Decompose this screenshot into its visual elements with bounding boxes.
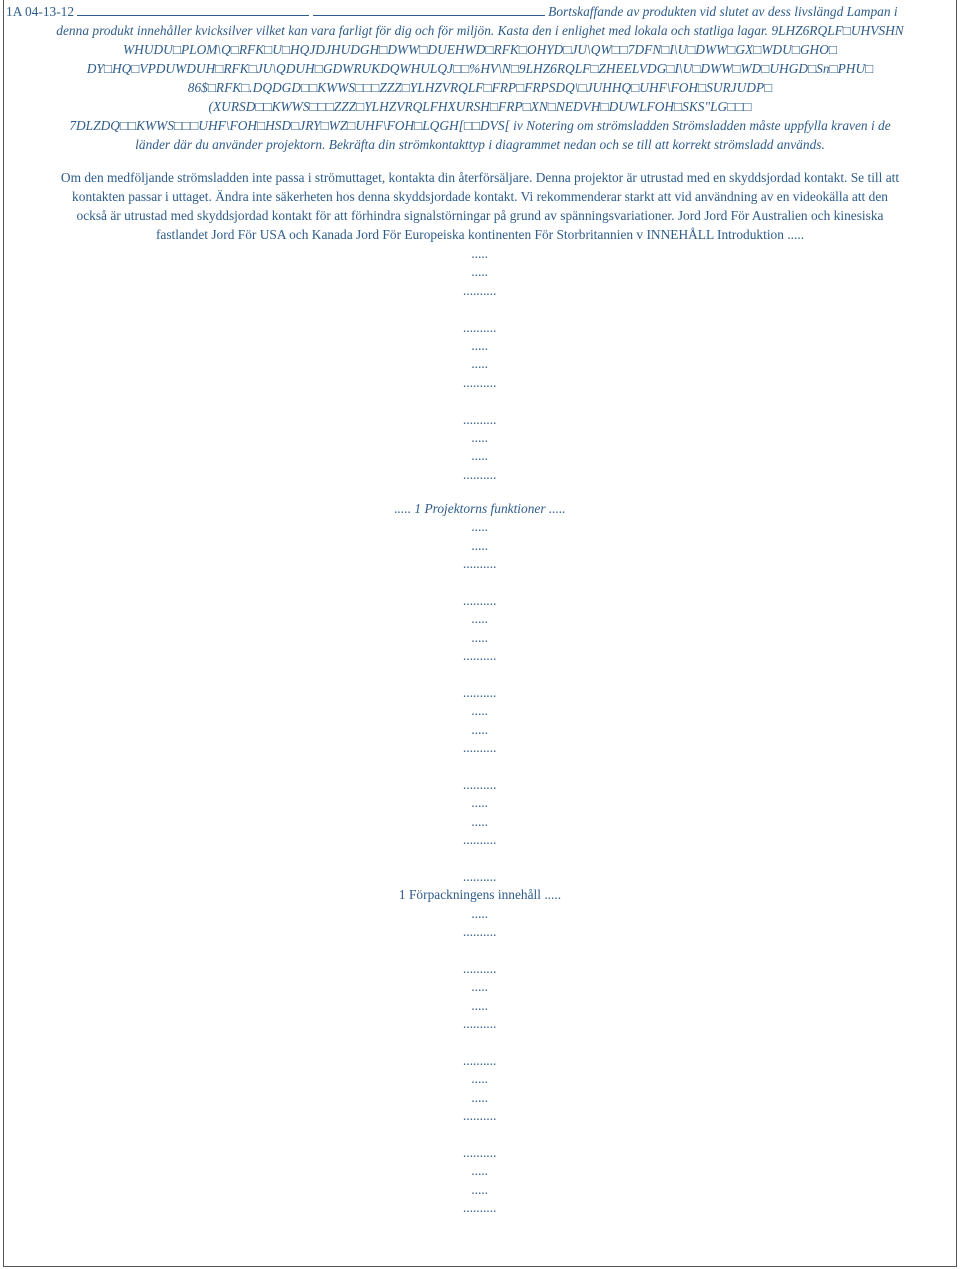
toc-leader-dots[interactable]: .......... (463, 282, 497, 298)
text-line: länder där du använder projektorn. Bekräfta din strömkontakttyp i diagrammet nedan och se till att korrekt strömsladd används. (135, 137, 825, 152)
doc-id: 1A 04-13-12 (6, 4, 75, 19)
toc-leader-dots[interactable]: ..... (471, 703, 489, 719)
toc-spacer (6, 757, 954, 775)
toc-dots-block (6, 904, 954, 1217)
toc-leader-dots[interactable]: .......... (463, 776, 497, 792)
blank-rule (313, 3, 545, 16)
toc-leader-dots[interactable]: ..... (471, 519, 489, 535)
toc-heading-package-contents[interactable]: 1 Förpackningens innehåll ..... (398, 887, 562, 903)
text-line: 7DLZDQ□□KWWS□□□UHF\FOH□HSD□JRY□WZ□UHF\FOH□LQGH[□□DVS[ iv Notering om strömsladden Strömsladden måste uppfylla kraven i de (69, 118, 891, 133)
toc-leader-dots[interactable]: ..... (471, 356, 489, 372)
text-line: fastlandet Jord För USA och Kanada Jord För Europeiska kontinenten För Storbritannien v INNEHÅLL Introduktion ..... (155, 227, 805, 242)
toc-leader-dots[interactable]: ..... (471, 1181, 489, 1197)
toc-leader-dots[interactable]: ..... (471, 629, 489, 645)
text-line: 86$□RFK□.DQDGD□□KWWS□□□ZZZ□YLHZVRQLF□FRP□FRPSDQ\□JUHHQ□UHF\FOH□SURJUDP□ (187, 80, 773, 95)
toc-leader-dots[interactable]: .......... (463, 648, 497, 664)
toc-leader-dots[interactable]: ..... (471, 537, 489, 553)
text-line: också är utrustad med skyddsjordad kontakt för att förhindra signalstörningar på grund av spänningsvariationer. Jord Jord För Australien och kinesiska (76, 208, 884, 223)
toc-leader-dots[interactable]: ..... (471, 1163, 489, 1179)
toc-leader-dots[interactable]: .......... (463, 832, 497, 848)
text-line: kontakten passar i uttaget. Ändra inte säkerheten hos denna skyddsjordade kontakt. Vi rekommenderar starkt att vid användning av en videokälla att den (72, 189, 888, 204)
toc-leader-dots[interactable]: .......... (463, 924, 497, 940)
toc-leader-dots[interactable]: ..... (471, 905, 489, 921)
toc-leader-dots[interactable]: .......... (463, 960, 497, 976)
text-line: (XURSD□□KWWS□□□ZZZ□YLHZVRQLFHXURSH□FRP□XN□NEDVH□DUWLFOH□SKS"LG□□□ (208, 99, 752, 114)
toc-leader-dots[interactable]: ..... (471, 795, 489, 811)
toc-leader-dots[interactable]: .......... (463, 319, 497, 335)
toc-leader-dots[interactable]: ..... (471, 1071, 489, 1087)
toc-leader-dots[interactable]: ..... (471, 429, 489, 445)
toc-leader-dots[interactable]: ..... (471, 813, 489, 829)
header-text: Bortskaffande av produkten vid slutet av dess livslängd Lampan i (548, 4, 898, 19)
paragraph-recycling (6, 21, 954, 154)
toc-dots-block (6, 244, 954, 483)
blank-rule (77, 3, 309, 16)
toc-spacer (6, 391, 954, 409)
toc-leader-dots[interactable]: ..... (471, 1089, 489, 1105)
toc-leader-dots[interactable]: .......... (463, 411, 497, 427)
toc-leader-dots[interactable]: .......... (463, 466, 497, 482)
toc-leader-dots[interactable]: ..... (471, 611, 489, 627)
paragraph-power-cord (6, 168, 954, 244)
toc-spacer (6, 665, 954, 683)
toc-leader-dots[interactable]: .......... (463, 740, 497, 756)
text-line: denna produkt innehåller kvicksilver vilket kan vara farligt för dig och för miljön. Kasta den i enlighet med lokala och statliga lagar. 9LHZ6RQLF□UHVSHN (56, 23, 904, 38)
toc-spacer (6, 573, 954, 591)
toc-leader-dots[interactable]: .......... (463, 1144, 497, 1160)
toc-heading-projector-features[interactable]: ..... 1 Projektorns funktioner ..... (394, 501, 566, 517)
text-line: Om den medföljande strömsladden inte passa i strömuttaget, kontakta din återförsäljare. Denna projektor är utrustad med en skyddsjordad kontakt. Se till att (60, 170, 900, 185)
toc-leader-dots[interactable]: .......... (463, 1052, 497, 1068)
toc-leader-dots[interactable]: .......... (463, 374, 497, 390)
toc-leader-dots[interactable]: ..... (471, 246, 489, 261)
toc-spacer (6, 940, 954, 958)
toc-leader-dots[interactable]: ..... (471, 337, 489, 353)
toc-leader-dots[interactable]: .......... (463, 593, 497, 609)
toc-leader-dots[interactable]: .......... (463, 1199, 497, 1215)
toc-spacer (6, 299, 954, 317)
toc-leader-dots[interactable]: .......... (463, 868, 497, 884)
toc-leader-dots[interactable]: ..... (471, 448, 489, 464)
toc-spacer (6, 1032, 954, 1050)
toc-leader-dots[interactable]: ..... (471, 264, 489, 280)
toc-leader-dots[interactable]: .......... (463, 1016, 497, 1032)
toc-leader-dots[interactable]: .......... (463, 556, 497, 572)
toc-spacer (6, 1124, 954, 1142)
toc-leader-dots[interactable]: .......... (463, 1107, 497, 1123)
toc-dots-block (6, 517, 954, 885)
toc-leader-dots[interactable]: ..... (471, 721, 489, 737)
toc-leader-dots[interactable]: .......... (463, 684, 497, 700)
header-line (6, 2, 954, 21)
document-page (6, 2, 954, 1216)
toc-leader-dots[interactable]: ..... (471, 997, 489, 1013)
toc-leader-dots[interactable]: ..... (471, 979, 489, 995)
text-line: WHUDU□PLOM\Q□RFK□U□HQJDJHUDGH□DWW□DUEHWD□RFK□OHYD□JU\QW□□7DFN□I\U□DWW□GX□WDU□GHO□ (123, 42, 837, 57)
toc-spacer (6, 849, 954, 867)
text-line: DY□HQ□VPDUWDUH□RFK□JU\QDUH□GDWRUKDQWHULQJ□□%HV\N□9LHZ6RQLF□ZHEELVDG□I\U□DWW□WD□UHGD□Sn□PHU□ (86, 61, 874, 76)
